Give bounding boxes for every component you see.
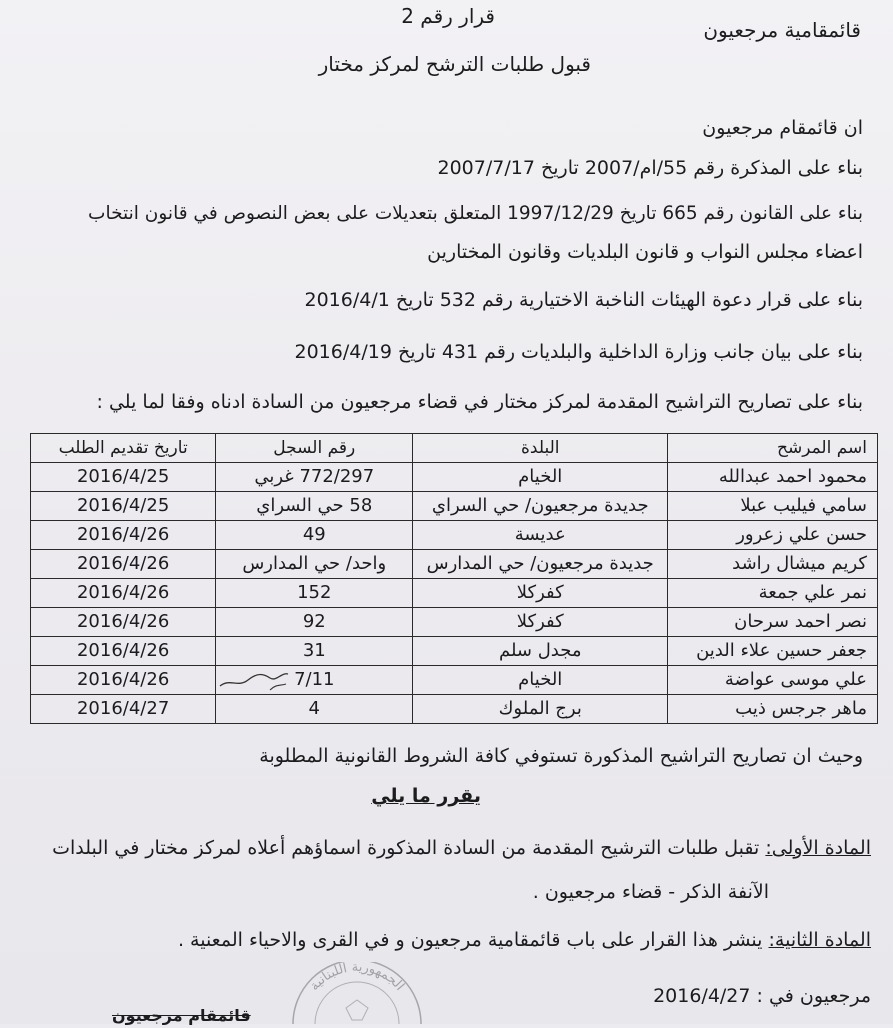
cell-registry: واحد/ حي المدارس	[216, 550, 413, 579]
official-stamp	[282, 962, 432, 1028]
table-row	[31, 666, 878, 695]
article-first-cont: الآنفة الذكر - قضاء مرجعيون .	[532, 881, 769, 903]
stamp-text: الجمهورية اللبنانية	[307, 962, 408, 994]
table-row	[31, 695, 878, 724]
whereas-clause: وحيث ان تصاريح التراشيح المذكورة تستوفي كافة الشروط القانونية المطلوبة	[259, 745, 863, 767]
cell-date: 2016/4/26	[31, 579, 216, 608]
article-first-label: المادة الأولى:	[765, 837, 871, 859]
article-second	[178, 928, 871, 952]
preamble-memo: بناء على المذكرة رقم 55/ام/2007 تاريخ 2007/7/17	[437, 157, 863, 179]
preamble-intro: ان قائمقام مرجعيون	[702, 117, 863, 139]
header-registry: رقم السجل	[216, 434, 413, 463]
cell-name: نمر علي جمعة	[668, 579, 878, 608]
article-second-text: ينشر هذا القرار على باب قائمقامية مرجعيون و في القرى والاحياء المعنية .	[177, 929, 763, 951]
svg-text:الجمهورية اللبنانية	[307, 962, 407, 994]
cell-registry: 152	[216, 579, 413, 608]
cell-date: 2016/4/26	[31, 521, 216, 550]
table-row	[31, 608, 878, 637]
cell-name: سامي فيليب عبلا	[668, 492, 878, 521]
cell-town: الخيام	[413, 666, 668, 695]
cell-town: مجدل سلم	[413, 637, 668, 666]
cell-registry	[216, 666, 413, 695]
table-row	[31, 579, 878, 608]
table-header-row	[31, 434, 878, 463]
header-date: تاريخ تقديم الطلب	[31, 434, 216, 463]
cell-town: كفركلا	[413, 608, 668, 637]
cell-registry: 49	[216, 521, 413, 550]
cell-name: محمود احمد عبدالله	[668, 463, 878, 492]
article-second-label: المادة الثانية:	[768, 929, 871, 951]
table-row	[31, 637, 878, 666]
stamp-seal-icon	[282, 962, 432, 1024]
cell-date: 2016/4/26	[31, 608, 216, 637]
place-date: مرجعيون في : 2016/4/27	[653, 985, 871, 1007]
decides-heading: يقرر ما يلي	[371, 785, 481, 807]
cell-name: حسن علي زعرور	[668, 521, 878, 550]
cell-town: برج الملوك	[413, 695, 668, 724]
preamble-candidacies: بناء على تصاريح التراشيح المقدمة لمركز مختار في قضاء مرجعيون من السادة ادناه وفقا لما يلي :	[96, 391, 863, 413]
cell-date: 2016/4/26	[31, 637, 216, 666]
preamble-call: بناء على قرار دعوة الهيئات الناخبة الاختيارية رقم 532 تاريخ 2016/4/1	[304, 289, 863, 311]
cell-date: 2016/4/25	[31, 492, 216, 521]
cell-town: الخيام	[413, 463, 668, 492]
decision-subject: قبول طلبات الترشح لمركز مختار	[318, 52, 591, 76]
preamble-law: بناء على القانون رقم 665 تاريخ 1997/12/29 المتعلق بتعديلات على بعض النصوص في قانون انتخاب	[88, 203, 863, 224]
header-name: اسم المرشح	[668, 434, 878, 463]
decision-number: قرار رقم 2	[401, 4, 495, 28]
signatory: قائمقام مرجعيون	[112, 1006, 251, 1025]
table-row	[31, 492, 878, 521]
cell-date: 2016/4/27	[31, 695, 216, 724]
table-row	[31, 550, 878, 579]
cell-town: جديدة مرجعيون/ حي السراي	[413, 492, 668, 521]
cell-date: 2016/4/25	[31, 463, 216, 492]
table-row	[31, 463, 878, 492]
preamble-law-cont: اعضاء مجلس النواب و قانون البلديات وقانون المختارين	[427, 241, 863, 263]
cell-town: جديدة مرجعيون/ حي المدارس	[413, 550, 668, 579]
cell-registry: 92	[216, 608, 413, 637]
preamble-ministry: بناء على بيان جانب وزارة الداخلية والبلديات رقم 431 تاريخ 2016/4/19	[294, 341, 863, 363]
table-row	[31, 521, 878, 550]
cell-name: علي موسى عواضة	[668, 666, 878, 695]
cell-date: 2016/4/26	[31, 550, 216, 579]
article-first	[52, 836, 871, 860]
cell-registry-value: 7/11	[294, 669, 335, 690]
candidates-table	[30, 433, 878, 724]
cell-date: 2016/4/26	[31, 666, 216, 695]
header-town: البلدة	[413, 434, 668, 463]
handwritten-correction-icon	[218, 668, 290, 692]
cell-town: عديسة	[413, 521, 668, 550]
cell-name: ماهر جرجس ذيب	[668, 695, 878, 724]
cell-registry: 772/297 غربي	[216, 463, 413, 492]
cell-name: كريم ميشال راشد	[668, 550, 878, 579]
article-first-text: تقبل طلبات الترشيح المقدمة من السادة المذكورة اسماؤهم أعلاه لمركز مختار في البلدات	[52, 837, 760, 859]
cell-town: كفركلا	[413, 579, 668, 608]
cell-registry: 58 حي السراي	[216, 492, 413, 521]
office-name: قائمقامية مرجعيون	[703, 18, 861, 42]
cell-registry: 31	[216, 637, 413, 666]
cell-registry: 4	[216, 695, 413, 724]
cell-name: جعفر حسين علاء الدين	[668, 637, 878, 666]
cell-name: نصر احمد سرحان	[668, 608, 878, 637]
